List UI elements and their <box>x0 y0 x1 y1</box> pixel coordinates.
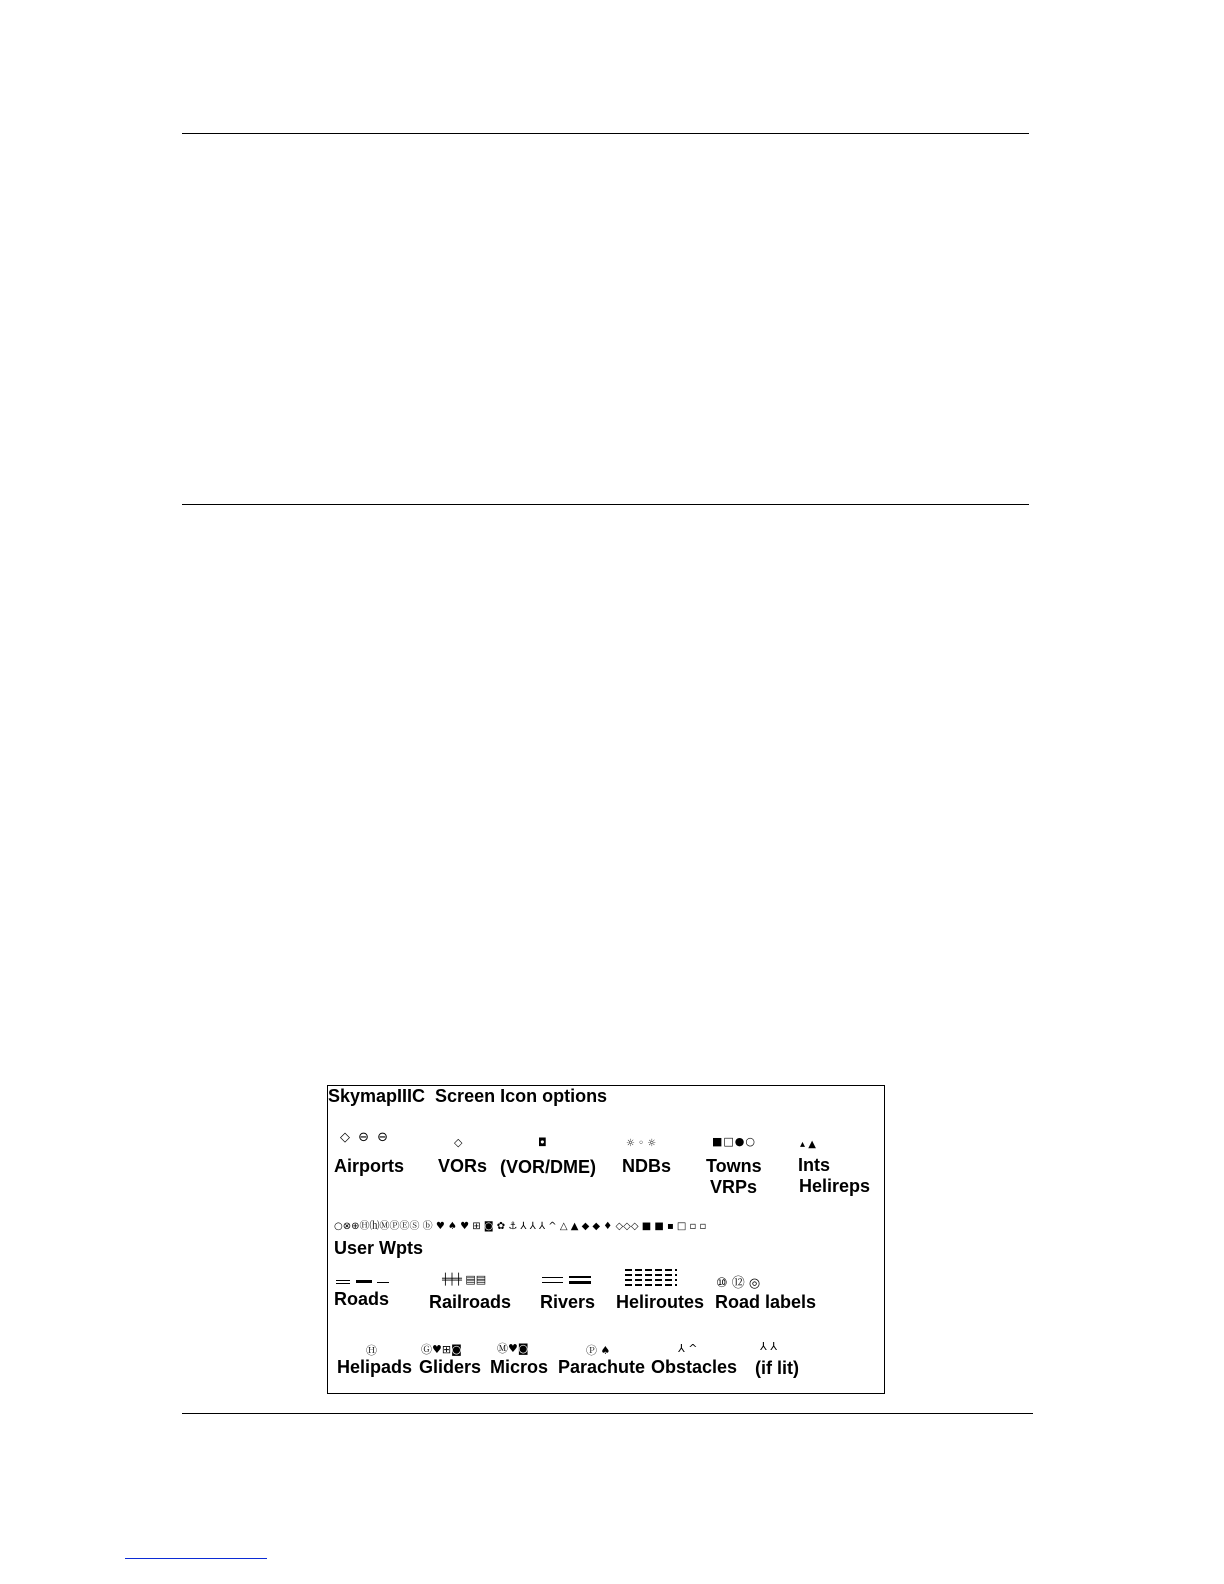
vor-dme-icon: ◘ <box>538 1136 547 1149</box>
screen-icon-options-legend <box>327 1085 885 1394</box>
ints-icons: ▴ ▲ <box>800 1139 816 1150</box>
road-labels-label: Road labels <box>715 1292 817 1312</box>
obstacle-icons: ⅄ ^ <box>678 1342 698 1355</box>
parachute-label: Parachute <box>558 1357 646 1377</box>
obstacles-label: Obstacles <box>651 1357 738 1377</box>
legend-title: SkymapIIIC Screen Icon options <box>328 1086 608 1106</box>
airports-label: Airports <box>334 1156 405 1176</box>
vor-dme-label: (VOR/DME) <box>500 1157 596 1177</box>
top-rule <box>182 133 1029 134</box>
road-sample-thick <box>356 1280 372 1283</box>
ndb-icons: ☼ ◦ ☼ <box>626 1138 657 1149</box>
road-label-icons: ⑩ ⑫ ◎ <box>716 1276 761 1291</box>
micro-icons: Ⓜ♥◙ <box>497 1342 529 1355</box>
middle-rule <box>182 504 1029 505</box>
footnote-rule <box>125 1558 267 1559</box>
road-sample-thin <box>336 1280 350 1281</box>
towns-label: Towns <box>706 1156 762 1176</box>
user-wpts-label: User Wpts <box>334 1238 424 1258</box>
river-sample-b2 <box>569 1281 591 1284</box>
airport-icons: ◇ ⊖ ⊖ <box>340 1130 391 1145</box>
vor-icon: ◇ <box>454 1136 463 1149</box>
roads-label: Roads <box>334 1289 390 1309</box>
railroad-icons: ╪╪╪ ▤▤ <box>442 1273 487 1286</box>
river-sample-a2 <box>542 1282 563 1283</box>
helipads-label: Helipads <box>337 1357 413 1377</box>
user-wpt-icons: ○⊗⊕Ⓗ⒣ⓂⓅⒺⓈ ⓑ ♥ ♠ ♥ ⊞ ◙ ✿ ⚓ ⅄ ⅄ ⅄ ^ △ ▲ ◆ ◆ ♦ ◇◇◇ ■ ■ ▪ □ ▫ ▫ <box>334 1221 707 1232</box>
micros-label: Micros <box>490 1357 549 1377</box>
railroads-label: Railroads <box>429 1292 512 1312</box>
vrps-label: VRPs <box>710 1177 758 1197</box>
ints-label: Ints <box>798 1155 831 1175</box>
rivers-label: Rivers <box>540 1292 596 1312</box>
bottom-rule <box>182 1413 1033 1414</box>
river-sample-a1 <box>542 1277 563 1278</box>
parachute-icons: Ⓟ ♠ <box>586 1344 611 1357</box>
town-icons: ■□●○ <box>712 1135 756 1148</box>
heliroute-sample <box>625 1269 677 1287</box>
heliroutes-label: Heliroutes <box>616 1292 705 1312</box>
helipad-icon: Ⓗ <box>366 1344 377 1357</box>
ndbs-label: NDBs <box>622 1156 672 1176</box>
gliders-label: Gliders <box>419 1357 482 1377</box>
vors-label: VORs <box>438 1156 488 1176</box>
road-sample-thin-2 <box>336 1283 350 1284</box>
river-sample-b1 <box>569 1276 591 1278</box>
helireps-label: Helireps <box>799 1176 871 1196</box>
glider-icons: Ⓖ♥⊞◙ <box>421 1343 462 1356</box>
lit-obstacle-icons: ⅄ ⅄ <box>760 1340 777 1353</box>
road-sample-minor <box>377 1282 389 1283</box>
if-lit-label: (if lit) <box>755 1358 799 1378</box>
